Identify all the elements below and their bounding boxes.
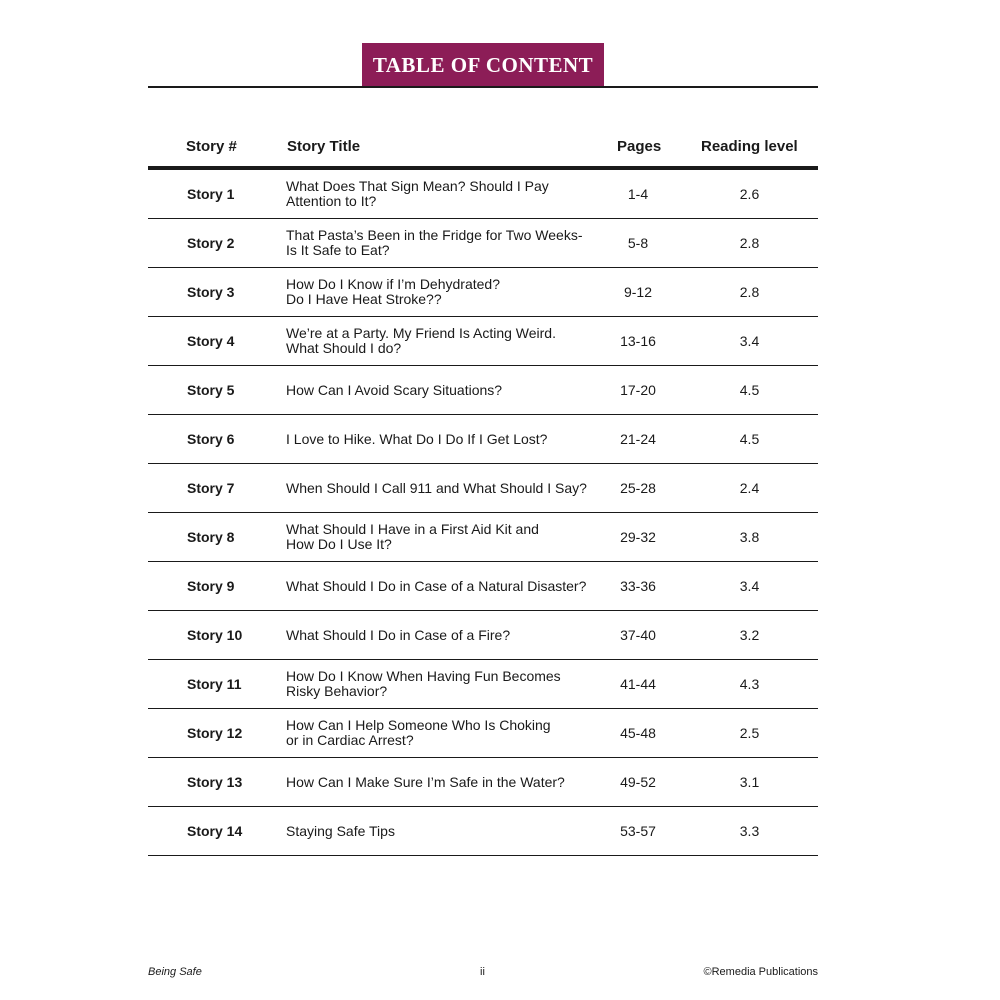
table-row — [148, 660, 818, 709]
header-story-number: Story # — [186, 138, 237, 155]
story-reading-level: 3.8 — [739, 529, 760, 545]
story-pages: 5-8 — [627, 235, 649, 251]
story-number: Story 10 — [187, 627, 243, 643]
story-title: When Should I Call 911 and What Should I Say? — [286, 479, 587, 496]
story-reading-level: 2.5 — [739, 725, 760, 741]
toc-table — [148, 170, 818, 856]
story-number: Story 11 — [187, 676, 242, 692]
footer-page-number: ii — [480, 966, 485, 978]
story-pages: 49-52 — [620, 774, 656, 790]
table-row — [148, 513, 818, 562]
story-pages: 45-48 — [620, 725, 656, 741]
table-header — [148, 128, 818, 166]
story-title: What Does That Sign Mean? Should I Pay Attention to It? — [286, 178, 549, 209]
story-title: What Should I Have in a First Aid Kit and How Do I Use It? — [286, 521, 539, 552]
story-number: Story 3 — [187, 284, 235, 300]
page-title: TABLE OF CONTENT — [362, 43, 604, 87]
story-reading-level: 3.4 — [739, 578, 760, 594]
story-title: How Do I Know When Having Fun Becomes Risky Behavior? — [286, 668, 561, 699]
story-reading-level: 3.4 — [739, 333, 760, 349]
story-pages: 13-16 — [620, 333, 656, 349]
story-number: Story 13 — [187, 774, 243, 790]
story-reading-level: 2.8 — [739, 235, 760, 251]
story-reading-level: 2.6 — [739, 186, 760, 202]
header-reading-level: Reading level — [701, 138, 798, 155]
story-reading-level: 2.4 — [739, 480, 760, 496]
story-reading-level: 3.1 — [739, 774, 760, 790]
story-reading-level: 4.5 — [739, 431, 760, 447]
story-title: I Love to Hike. What Do I Do If I Get Lost? — [286, 430, 548, 447]
story-pages: 41-44 — [620, 676, 656, 692]
story-pages: 1-4 — [627, 186, 649, 202]
story-reading-level: 3.3 — [739, 823, 760, 839]
footer-book-title: Being Safe — [148, 966, 202, 978]
story-title: We’re at a Party. My Friend Is Acting Weird. What Should I do? — [286, 325, 556, 356]
story-pages: 21-24 — [620, 431, 656, 447]
story-number: Story 14 — [187, 823, 243, 839]
story-number: Story 1 — [187, 186, 235, 202]
table-row — [148, 170, 818, 219]
story-pages: 53-57 — [620, 823, 656, 839]
story-reading-level: 3.2 — [739, 627, 760, 643]
story-title: Staying Safe Tips — [286, 822, 395, 839]
table-row — [148, 268, 818, 317]
story-number: Story 6 — [187, 431, 235, 447]
table-row — [148, 611, 818, 660]
table-row — [148, 366, 818, 415]
story-title: That Pasta’s Been in the Fridge for Two Weeks- Is It Safe to Eat? — [286, 227, 583, 258]
table-row — [148, 317, 818, 366]
header-story-title: Story Title — [287, 138, 361, 155]
story-title: How Can I Help Someone Who Is Choking or in Cardiac Arrest? — [286, 717, 551, 748]
header-pages: Pages — [617, 138, 662, 155]
title-divider — [148, 86, 818, 88]
story-reading-level: 2.8 — [739, 284, 760, 300]
story-number: Story 7 — [187, 480, 235, 496]
table-row — [148, 415, 818, 464]
footer-publisher: ©Remedia Publications — [703, 966, 818, 978]
story-pages: 29-32 — [620, 529, 656, 545]
story-number: Story 9 — [187, 578, 235, 594]
table-row — [148, 807, 818, 856]
story-number: Story 12 — [187, 725, 243, 741]
story-number: Story 4 — [187, 333, 235, 349]
story-pages: 9-12 — [623, 284, 653, 300]
table-row — [148, 464, 818, 513]
story-pages: 25-28 — [620, 480, 656, 496]
table-row — [148, 758, 818, 807]
story-reading-level: 4.3 — [739, 676, 760, 692]
table-row — [148, 709, 818, 758]
story-pages: 17-20 — [620, 382, 656, 398]
story-title: What Should I Do in Case of a Natural Disaster? — [286, 577, 587, 594]
story-number: Story 5 — [187, 382, 235, 398]
story-title: How Do I Know if I’m Dehydrated? Do I Have Heat Stroke?? — [286, 276, 500, 307]
story-number: Story 2 — [187, 235, 235, 251]
story-title: How Can I Make Sure I’m Safe in the Water? — [286, 773, 565, 790]
table-row — [148, 562, 818, 611]
story-pages: 33-36 — [620, 578, 656, 594]
table-row — [148, 219, 818, 268]
story-title: What Should I Do in Case of a Fire? — [286, 626, 511, 643]
story-title: How Can I Avoid Scary Situations? — [286, 381, 503, 398]
story-reading-level: 4.5 — [739, 382, 760, 398]
story-pages: 37-40 — [620, 627, 656, 643]
story-number: Story 8 — [187, 529, 235, 545]
